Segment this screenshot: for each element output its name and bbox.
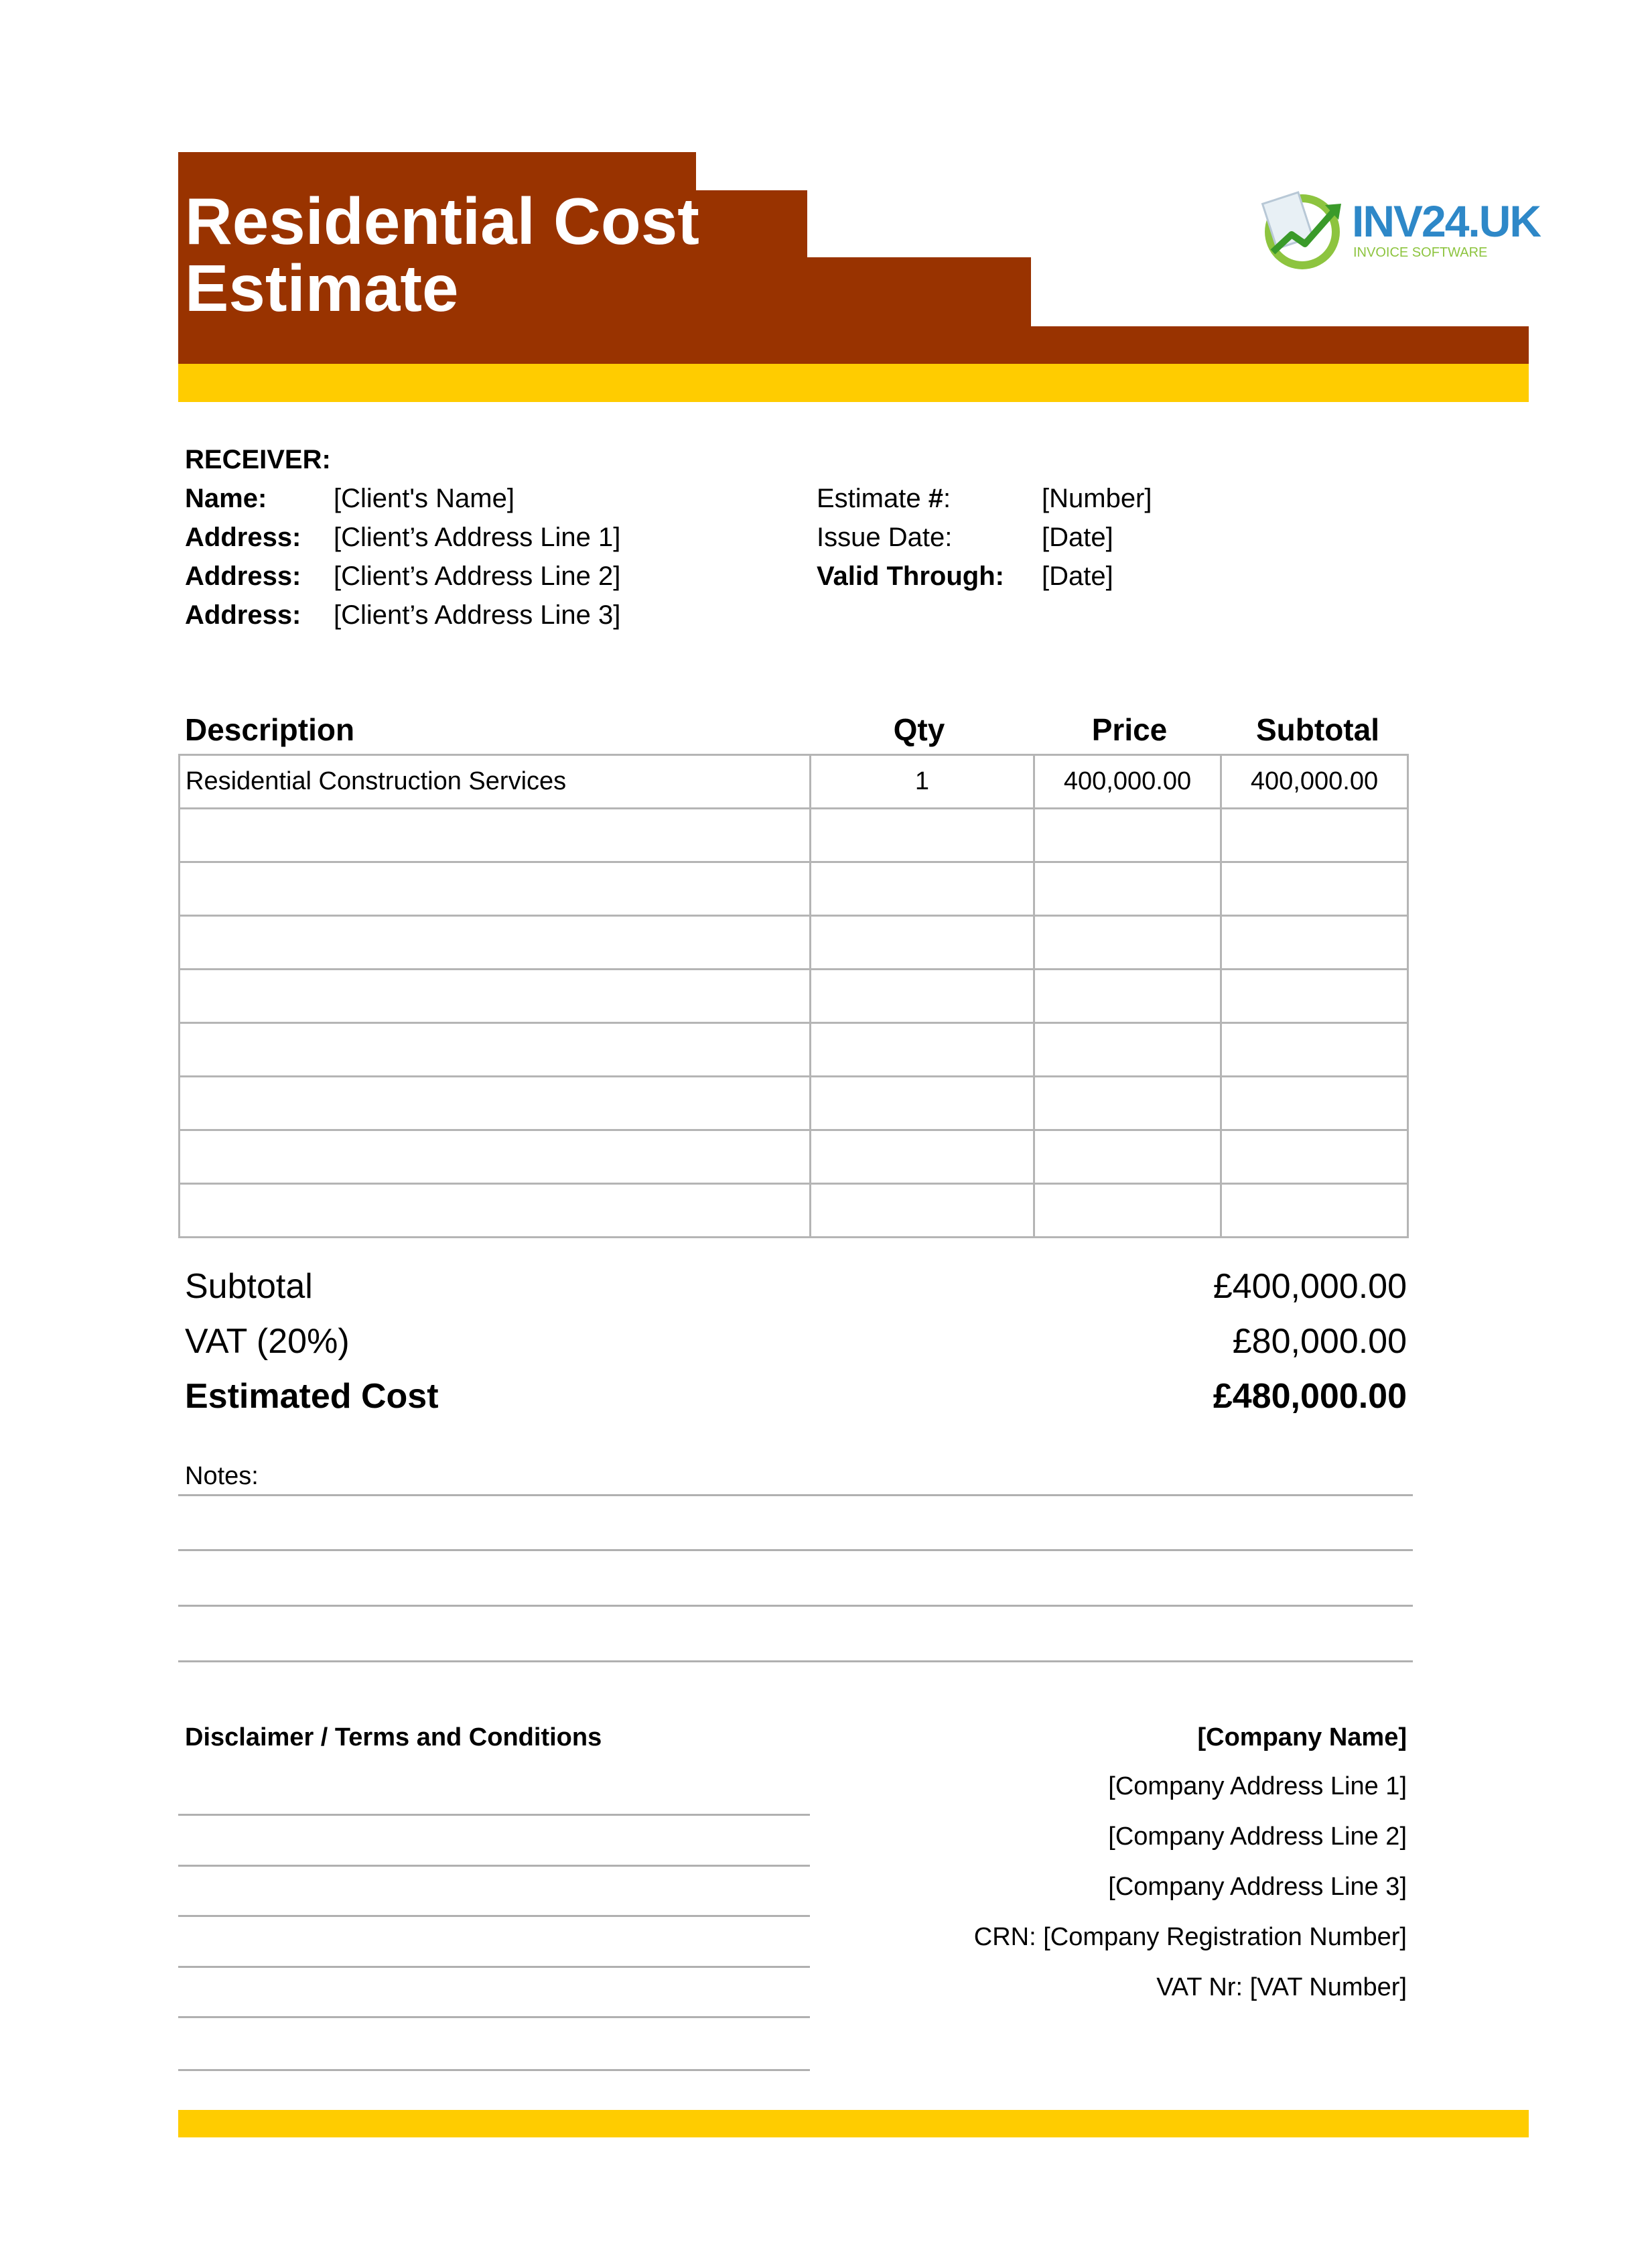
header-subtotal: Subtotal (1256, 712, 1379, 747)
cell-price (1034, 1077, 1221, 1130)
cell-description (180, 1130, 811, 1184)
table-row (180, 1184, 1408, 1238)
address-label-3: Address: (185, 600, 301, 630)
page-title (185, 184, 699, 325)
notes-line-4 (178, 1660, 1413, 1662)
cell-subtotal (1221, 862, 1408, 916)
cell-price (1034, 809, 1221, 862)
items-table (178, 754, 1409, 1238)
estimate-label-text: Estimate (817, 484, 928, 513)
company-name: [Company Name] (1197, 1723, 1407, 1751)
cell-description (180, 1077, 811, 1130)
notes-label: Notes: (185, 1462, 259, 1490)
logo-subtext: INVOICE SOFTWARE (1353, 245, 1488, 260)
cell-price (1034, 1130, 1221, 1184)
table-row (180, 1130, 1408, 1184)
vat-value: £80,000.00 (1232, 1322, 1407, 1361)
estimate-label-colon: : (943, 484, 951, 513)
cell-subtotal: 400,000.00 (1221, 755, 1408, 809)
header-description: Description (185, 712, 355, 747)
address-label-1: Address: (185, 523, 301, 552)
name-label: Name: (185, 484, 267, 513)
cell-qty (811, 862, 1034, 916)
cell-price (1034, 1184, 1221, 1238)
cell-description (180, 809, 811, 862)
issue-date-value: [Date] (1042, 523, 1113, 552)
estimate-number-label (817, 484, 951, 514)
cell-subtotal (1221, 1023, 1408, 1077)
company-address-3: [Company Address Line 3] (1108, 1873, 1407, 1901)
address-line-1: [Client’s Address Line 1] (334, 523, 621, 552)
company-address-1: [Company Address Line 1] (1108, 1772, 1407, 1800)
notes-line-1 (178, 1494, 1413, 1496)
address-line-3: [Client’s Address Line 3] (334, 600, 621, 630)
table-row (180, 755, 1408, 809)
table-row (180, 862, 1408, 916)
disclaimer-line-5 (178, 2016, 810, 2018)
footer-yellow-stripe (178, 2110, 1529, 2137)
cell-subtotal (1221, 1184, 1408, 1238)
table-row (180, 1077, 1408, 1130)
estimated-cost-label: Estimated Cost (185, 1377, 439, 1416)
title-line-2: Estimate (185, 251, 459, 325)
estimate-label-hash: # (928, 484, 943, 513)
address-line-2: [Client’s Address Line 2] (334, 561, 621, 591)
table-row (180, 916, 1408, 970)
disclaimer-line-2 (178, 1865, 810, 1867)
logo-text: INV24.UK (1352, 196, 1541, 246)
cell-qty (811, 1130, 1034, 1184)
cell-qty: 1 (811, 755, 1034, 809)
title-line-1: Residential Cost (185, 184, 699, 258)
table-row (180, 1023, 1408, 1077)
cell-subtotal (1221, 1077, 1408, 1130)
notes-line-2 (178, 1549, 1413, 1551)
subtotal-label: Subtotal (185, 1267, 313, 1306)
cell-qty (811, 916, 1034, 970)
cell-description (180, 1023, 811, 1077)
header-qty: Qty (893, 712, 945, 747)
receiver-heading: RECEIVER: (185, 445, 331, 474)
cell-price (1034, 862, 1221, 916)
company-crn: CRN: [Company Registration Number] (973, 1923, 1407, 1951)
cell-price: 400,000.00 (1034, 755, 1221, 809)
header-yellow-stripe (178, 364, 1529, 402)
cell-qty (811, 1023, 1034, 1077)
disclaimer-line-3 (178, 1915, 810, 1917)
cell-qty (811, 809, 1034, 862)
cell-description (180, 916, 811, 970)
disclaimer-line-1 (178, 1814, 810, 1816)
cell-subtotal (1221, 809, 1408, 862)
disclaimer-line-4 (178, 1966, 810, 1968)
valid-through-value: [Date] (1042, 561, 1113, 591)
cell-description (180, 862, 811, 916)
issue-date-label: Issue Date: (817, 523, 953, 552)
notes-line-3 (178, 1605, 1413, 1607)
cell-description: Residential Construction Services (180, 755, 811, 809)
cell-subtotal (1221, 916, 1408, 970)
company-vat-nr: VAT Nr: [VAT Number] (1156, 1973, 1407, 2001)
table-row (180, 809, 1408, 862)
header-banner-strip (178, 326, 1529, 364)
address-label-2: Address: (185, 561, 301, 591)
disclaimer-line-6 (178, 2069, 810, 2071)
estimate-number-value: [Number] (1042, 484, 1152, 513)
cell-price (1034, 970, 1221, 1023)
valid-through-label: Valid Through: (817, 561, 1004, 591)
disclaimer-heading: Disclaimer / Terms and Conditions (185, 1723, 602, 1751)
logo-icon (1259, 188, 1347, 275)
cell-price (1034, 1023, 1221, 1077)
cell-subtotal (1221, 970, 1408, 1023)
cell-qty (811, 970, 1034, 1023)
header-price: Price (1091, 712, 1168, 747)
estimated-cost-value: £480,000.00 (1213, 1377, 1407, 1416)
subtotal-value: £400,000.00 (1213, 1267, 1407, 1306)
cell-description (180, 970, 811, 1023)
name-value: [Client's Name] (334, 484, 514, 513)
cell-qty (811, 1184, 1034, 1238)
cell-subtotal (1221, 1130, 1408, 1184)
company-address-2: [Company Address Line 2] (1108, 1822, 1407, 1851)
vat-label: VAT (20%) (185, 1322, 350, 1361)
cell-price (1034, 916, 1221, 970)
cell-description (180, 1184, 811, 1238)
cell-qty (811, 1077, 1034, 1130)
table-row (180, 970, 1408, 1023)
